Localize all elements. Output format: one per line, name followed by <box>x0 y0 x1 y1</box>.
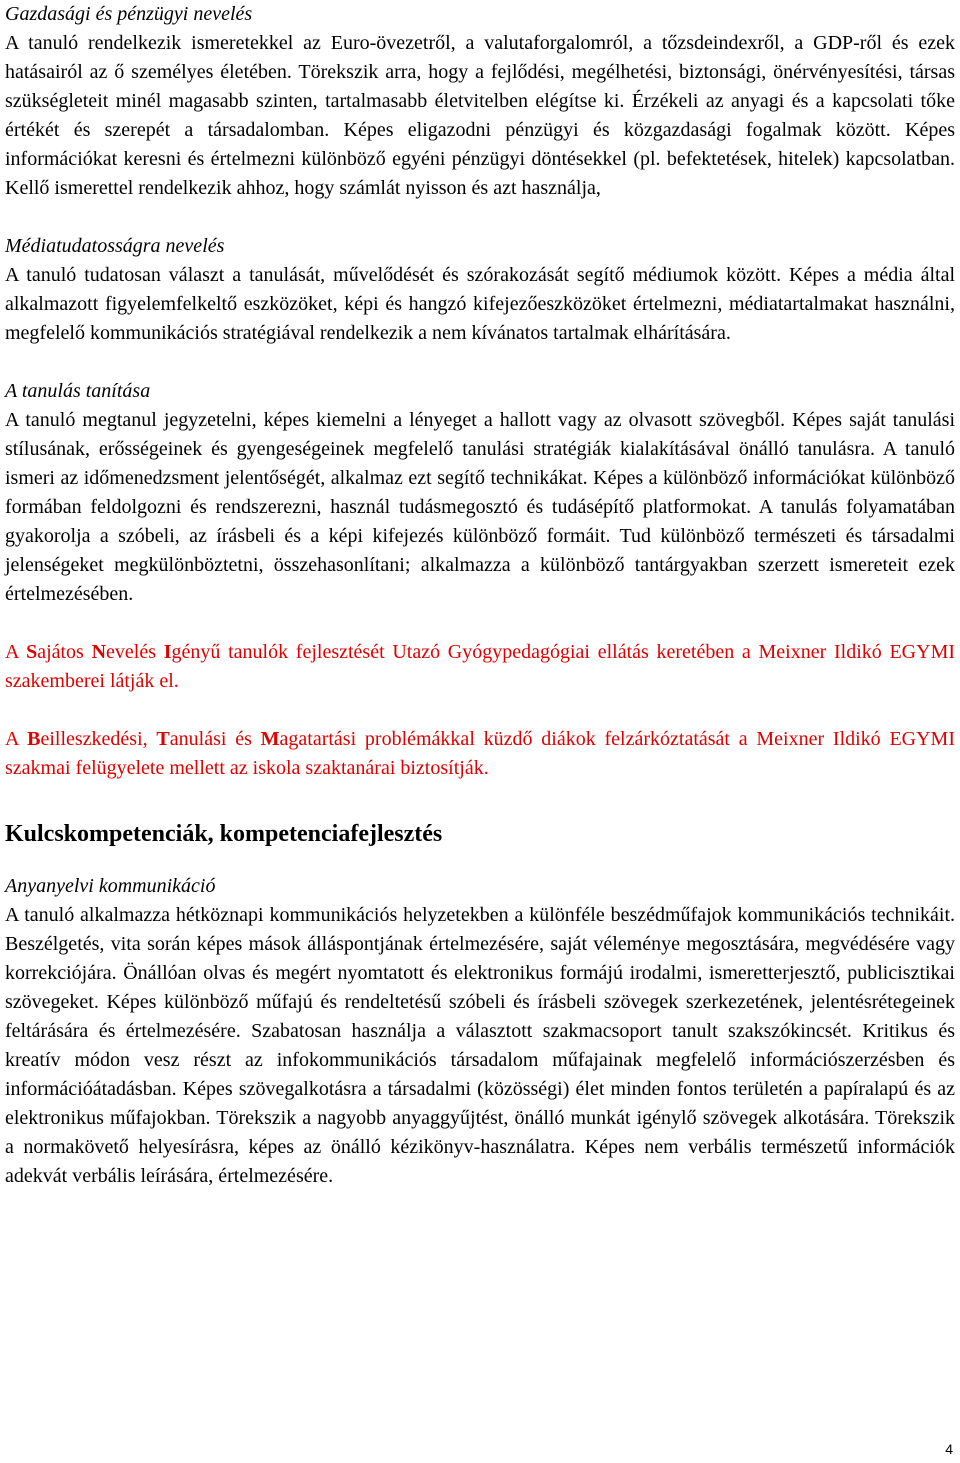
note-btm <box>5 725 955 783</box>
note-sni-eveles: evelés <box>106 641 164 663</box>
section-title-anyanyelvi: Anyanyelvi kommunikáció <box>5 875 216 897</box>
note-btm-initial-m: M <box>260 728 280 750</box>
note-sni <box>5 638 955 696</box>
document-page <box>5 0 955 1191</box>
note-btm-rest: agatartási problémákkal küzdő diákok felzárkóztatását a Meixner Ildikó EGYMI szakmai felügyelete mellett az iskola szaktanárai biztosítják. <box>5 728 956 779</box>
note-sni-initial-s: S <box>26 641 38 663</box>
heading-kulcskompetenciak: Kulcskompetenciák, kompetenciafejlesztés <box>5 821 443 847</box>
note-btm-initial-t: T <box>156 728 170 750</box>
paragraph-anyanyelvi: A tanuló alkalmazza hétköznapi kommunikációs helyzetekben a különféle beszédműfajok kommunikációs technikáit. Beszélgetés, vita során képes mások álláspontjának értelmezésére, saját véleménye megosztására, megvédésére vagy korrekciójára. Önállóan olvas és megért nyomtatott és elektronikus formájú irodalmi, ismeretterjesztő, publicisztikai szövegeket. Képes különböző műfajú és rendeltetésű szóbeli és írásbeli szövegek szerkezetének, jelentésrétegeinek feltárására és értelmezésére. Szabatosan használja a választott szakmacsoport tanult szakszókincsét. Kritikus és kreatív módon vesz részt az infokommunikációs társadalom műfajainak megfelelő információszerzésben és információátadásban. Képes szövegalkotásra a társadalmi (közösségi) élet minden fontos területén a papíralapú és az elektronikus műfajokban. Törekszik a nagyobb anyaggyűjtést, önálló munkát igénylő szövegek alkotására. Törekszik a normakövető helyesírásra, képes az önálló kézikönyv-használatra. Képes nem verbális természetű információk adekvát verbális leírására, értelmezésére. <box>5 904 955 1187</box>
section-title-media: Médiatudatosságra nevelés <box>5 235 225 257</box>
note-sni-initial-n: N <box>91 641 107 663</box>
paragraph-media: A tanuló tudatosan választ a tanulását, művelődését és szórakozását segítő médiumok között. Képes a média által alkalmazott figyelemfelkeltő eszközöket, képi és hangzó kifejezőeszközöket értelmezni, médiatartalmakat használni, megfelelő kommunikációs stratégiával rendelkezik a nem kívánatos tartalmak elhárítására. <box>5 264 955 344</box>
page-number: 4 <box>945 1441 953 1457</box>
paragraph-gazdasagi: A tanuló rendelkezik ismeretekkel az Euro-övezetről, a valutaforgalomról, a tőzsdeindexről, a GDP-ről és ezek hatásairól az ő személyes életében. Törekszik arra, hogy a fejlődési, megélhetési, biztonsági, önérvényesítési, társas szükségleteit minél magasabb szinten, tartalmasabb életvitelben elégítse ki. Érzékeli az anyagi és a kapcsolati tőke értékét és szerepét a társadalomban. Képes eligazodni pénzügyi és közgazdasági fogalmak között. Képes információkat keresni és értelmezni különböző egyéni pénzügyi döntésekkel (pl. befektetések, hitelek) kapcsolatban. Kellő ismerettel rendelkezik ahhoz, hogy számlát nyisson és azt használja, <box>5 32 955 199</box>
note-btm-anulasi: anulási és <box>169 728 261 750</box>
note-sni-rest: gényű tanulók fejlesztését Utazó Gyógypedagógiai ellátás keretében a Meixner Ildikó EGYMI szakemberei látják el. <box>5 641 956 692</box>
note-btm-initial-b: B <box>27 728 41 750</box>
section-title-tanulas: A tanulás tanítása <box>5 380 151 402</box>
note-sni-a: A <box>5 641 27 663</box>
section-title-gazdasagi: Gazdasági és pénzügyi nevelés <box>5 3 253 25</box>
note-btm-eilleszkedesi: eilleszkedési, <box>40 728 157 750</box>
note-sni-ajatos: ajátos <box>37 641 92 663</box>
note-sni-initial-i: I <box>163 641 172 663</box>
note-btm-a: A <box>5 728 28 750</box>
paragraph-tanulas: A tanuló megtanul jegyzetelni, képes kiemelni a lényeget a hallott vagy az olvasott szövegből. Képes saját tanulási stílusának, erősségeinek és gyengeségeinek megfelelő tanulási stratégiák kialakításával önálló tanulásra. A tanuló ismeri az időmenedzsment jelentőségét, alkalmaz ezt segítő technikákat. Képes a különböző információkat különböző formában feldolgozni és rendszerezni, használ tudásmegosztó és tudásépítő platformokat. A tanulás folyamatában gyakorolja a szóbeli, az írásbeli és a képi kifejezés különböző formáit. Tud különböző természeti és társadalmi jelenségeket megkülönböztetni, összehasonlítani; alkalmazza a különböző tantárgyakban szerzett ismereteit ezek értelmezésében. <box>5 409 955 605</box>
